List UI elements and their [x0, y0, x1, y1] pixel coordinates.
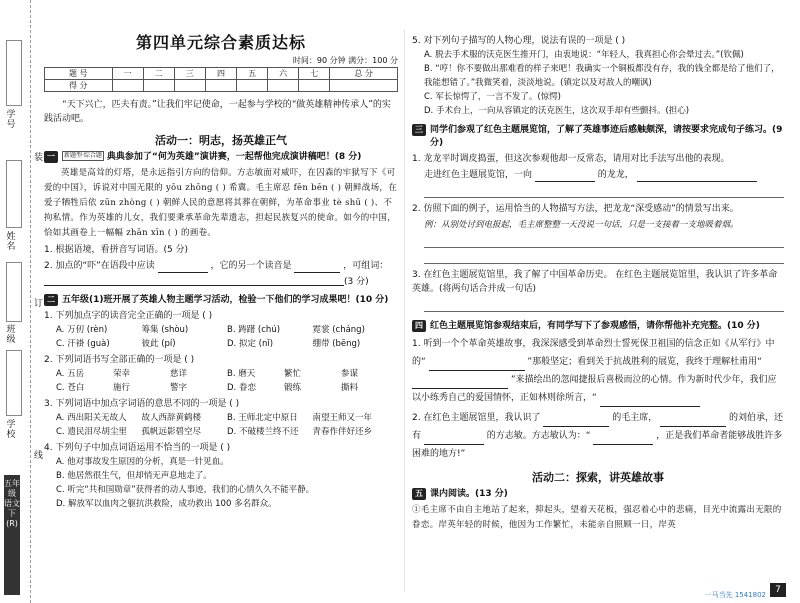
- sentence-question-1: 1. 龙龙平时调皮捣蛋，但这次参观他却一反常态，请用对比手法写出他的表现。: [412, 154, 730, 164]
- grade-badge: 五年级 语文 下(R): [4, 475, 20, 595]
- answer-blank[interactable]: [660, 416, 726, 427]
- section-4-header: [412, 320, 784, 333]
- activity-1-title: 活动一：明志，扬英雄正气: [155, 134, 287, 147]
- student-id-box[interactable]: [6, 40, 22, 106]
- option[interactable]: D. 拟定 (nǐ): [227, 339, 274, 349]
- prompt-text: 走进红色主题展览馆，一向: [424, 170, 533, 180]
- score-input[interactable]: [205, 80, 236, 92]
- score-input[interactable]: [174, 80, 205, 92]
- option[interactable]: C. 汗褂 (guà): [56, 339, 110, 349]
- right-column: [412, 32, 784, 533]
- question-text: ，可组词：: [343, 261, 389, 271]
- answer-blank[interactable]: [294, 262, 340, 273]
- option: 绷带 (bēng): [312, 339, 361, 349]
- question-1: 1. 根据语境，看拼音写词语。(5 分): [44, 245, 189, 255]
- section-title: 课内阅读。(13 分): [430, 489, 508, 499]
- binding-label-school: 学校: [6, 420, 16, 440]
- option: 警字: [170, 383, 188, 393]
- option: 霓裳 (cháng): [312, 325, 365, 335]
- section-number: 二: [44, 294, 58, 306]
- sentence-question-3: 3. 在红色主题展览馆里，我了解了中国革命历史。 在红色主题展览馆里，我认识了许多革命英雄。(将两句话合并成一句话): [412, 270, 778, 294]
- option[interactable]: A. 西出阳关无故人: [56, 413, 127, 423]
- mc-options-4: [44, 455, 398, 511]
- score-cell: 六: [268, 68, 299, 80]
- sentence-question-2: 2. 仿照下面的例子，运用恰当的人物描写方法，把龙龙“深受感动”的情景写出来。: [412, 204, 739, 214]
- option[interactable]: A. 他对事故发生原因的分析，真是一针见血。: [56, 457, 229, 467]
- answer-blank[interactable]: [429, 360, 525, 371]
- activity-2-title: 活动二：探索，讲英雄故事: [532, 471, 664, 484]
- cut-line: [30, 0, 31, 603]
- score-hint: (3 分): [344, 277, 369, 287]
- answer-line[interactable]: [424, 296, 784, 312]
- answer-line[interactable]: [424, 248, 784, 264]
- option[interactable]: D. 手术台上，一向从容镇定的沃克医生，这次双手却有些颤抖。(担心): [424, 106, 690, 116]
- prompt-text: 的方志敏。方志敏认为：“: [486, 431, 591, 441]
- prompt-text: ，正是我们革命者能够战胜许多困难的地方!”: [412, 431, 783, 459]
- section-3-header: [412, 124, 784, 150]
- score-cell: 七: [299, 68, 330, 80]
- section-number: 五: [412, 488, 426, 500]
- sentence-answer-1: [412, 168, 784, 182]
- question-type-tag: 新题型·综合题: [64, 152, 102, 159]
- prompt-text: 的毛主席，: [612, 413, 658, 423]
- score-table: [44, 67, 398, 92]
- option: 南望王师又一年: [312, 413, 373, 423]
- score-table-value-row: [45, 80, 398, 92]
- mc-options-5: [412, 48, 784, 118]
- score-cell: 一: [112, 68, 143, 80]
- score-table-header-row: [45, 68, 398, 80]
- option[interactable]: B. 他居然很生气，但却悄无声息地走了。: [56, 471, 212, 481]
- binding-label-id: 学号: [6, 110, 16, 130]
- score-input[interactable]: [268, 80, 299, 92]
- option: 施行: [113, 383, 131, 393]
- binding-label-name: 姓名: [6, 232, 16, 252]
- score-cell: 题 号: [45, 68, 113, 80]
- prompt-text: 1. 听到一个个革命英雄故事，我深深感受到革命烈士誓死保卫祖国的信念正如《从军行》中的“: [412, 339, 775, 367]
- section-2-header: [44, 294, 398, 307]
- page-number: 7: [770, 583, 786, 597]
- option[interactable]: C. 苍白: [56, 383, 85, 393]
- option: 孤帆远影碧空尽: [141, 427, 202, 437]
- intro-text: “天下兴亡，匹夫有责。”让我们牢记使命，一起参与学校的“做英雄精神传承人”的实践活动吧。: [44, 100, 391, 124]
- score-cell: 得 分: [45, 80, 113, 92]
- mc-question-5: 5. 对下列句子描写的人物心理，说法有误的一项是 ( ): [412, 36, 626, 46]
- score-cell: 总 分: [330, 68, 398, 80]
- section-title: 典典参加了“何为英雄”演讲赛，一起帮他完成演讲稿吧！(8 分): [106, 152, 362, 162]
- option: 青春作伴好还乡: [312, 427, 373, 437]
- prompt-text: 2. 在红色主题展馆里，我认识了: [412, 413, 541, 423]
- mc-question-1: 1. 下列加点字的读音完全正确的一项是 ( ): [44, 311, 213, 321]
- answer-blank[interactable]: [637, 171, 757, 182]
- option[interactable]: C. 听完“共和国勋章”获得者的动人事迹，我们的心情久久不能平静。: [56, 485, 315, 495]
- option: 参谋: [341, 369, 359, 379]
- score-input[interactable]: [143, 80, 174, 92]
- section-title: 同学们参观了红色主题展览馆，了解了英雄事迹后感触颇深，请按要求完成句子练习。(9 分): [430, 125, 783, 148]
- student-name-box[interactable]: [6, 160, 22, 228]
- score-cell: 三: [174, 68, 205, 80]
- option[interactable]: D. 解放军以血肉之躯抗洪救险，成功救出 100 多名群众。: [56, 499, 277, 509]
- section-1-header: [44, 151, 398, 164]
- score-input[interactable]: [330, 80, 398, 92]
- mc-question-3: 3. 下列词语中加点字词语的意思不同的一项是 ( ): [44, 399, 240, 409]
- binding-label-class: 班级: [6, 325, 16, 345]
- option[interactable]: B. 踌躇 (chú): [227, 325, 281, 335]
- score-input[interactable]: [299, 80, 330, 92]
- option: 彼此 (pí): [141, 339, 176, 349]
- section-title: 五年级(1)班开展了英雄人物主题学习活动，检验一下他们的学习成果吧！(10 分): [62, 295, 389, 305]
- left-column: [44, 30, 398, 511]
- watermark-logo: 一马当先 1541802: [704, 591, 766, 599]
- mc-options-2: [44, 367, 398, 395]
- page-title: 第四单元综合素质达标: [135, 33, 306, 52]
- question-text: ，它的另一个读音是: [210, 261, 292, 271]
- answer-line[interactable]: [424, 182, 784, 198]
- prompt-text: ”来描绘出的忽闻捷报后喜极而泣的心情。作为新时代少年，我们应以小练秀自己的爱国情怀，正如林则徐所言，“: [412, 375, 777, 403]
- column-divider: [404, 30, 405, 592]
- option: 繁忙: [284, 369, 302, 379]
- cut-mark-1: 装: [34, 153, 44, 163]
- answer-line[interactable]: [424, 232, 784, 248]
- question-2-line: [44, 275, 398, 289]
- prompt-text: ”那般坚定；看到关于抗战胜利的展览，我终于理解杜甫用“: [527, 357, 762, 367]
- option: 锻练: [284, 383, 302, 393]
- option[interactable]: B. “哼！你不要做出那难看的样子来吧！我确实一个铜板都没有存，我的钱全都是给了他们了，我能想错了。”我微笑着，淡淡地说。(镇定以及对敌人的嘲讽): [424, 64, 780, 88]
- section-number: 三: [412, 124, 426, 136]
- option[interactable]: C. 遗民泪尽胡尘里: [56, 427, 127, 437]
- score-cell: 二: [143, 68, 174, 80]
- section-number: 四: [412, 320, 426, 332]
- question-2: [44, 259, 398, 273]
- binding-strip: [0, 0, 26, 603]
- answer-blank[interactable]: [158, 262, 208, 273]
- fill-question-1: [412, 335, 784, 407]
- answer-blank[interactable]: [535, 171, 595, 182]
- option[interactable]: A. 五岳: [56, 369, 85, 379]
- answer-blank[interactable]: [543, 416, 609, 427]
- exam-meta: 时间：90 分钟 满分：100 分: [292, 56, 398, 65]
- mc-options-1: [44, 323, 398, 351]
- mc-question-2: 2. 下列词语书写全部正确的一项是 ( ): [44, 355, 195, 365]
- option[interactable]: D. 眷恋: [227, 383, 256, 393]
- option[interactable]: B. 磨天: [227, 369, 256, 379]
- school-box[interactable]: [6, 350, 22, 416]
- example-sentence: 例：从别处讨到电报起，毛主席整整一天没说一句话，只是一支接着一支地吸着烟。: [424, 220, 739, 230]
- cut-mark-2: 订: [34, 299, 44, 309]
- option: 荣幸: [113, 369, 131, 379]
- passage-text: 英雄是高耸的灯塔，是永远指引方向的信仰。方志敏面对威吓，在囚森的牢狱写下《可爱的中国》，诉说对中国无限的 yōu zhōng ( ) 希冀。毛主席忍 fēn bēn ( ) 朝鲜战场，在爱子牺牲后依 zūn zhòng ( ) 朝鲜人民的意愿将其葬在朝鲜，为革命事业 tè shū ( )、不拘私情。作为英雄的儿女，我们要秉承革命先辈遗志，担起民族复兴的使命。如今的中国，恰如其画卷上一幅幅 zhān xīn ( ) 的画卷。: [44, 168, 398, 238]
- section-number: 一: [44, 151, 58, 163]
- section-5-header: [412, 488, 784, 501]
- score-cell: 四: [205, 68, 236, 80]
- option[interactable]: D. 不破楼兰终不还: [227, 427, 299, 437]
- option[interactable]: C. 军长惊愕了，一言不发了。(惊愕): [424, 92, 561, 102]
- answer-blank[interactable]: [600, 396, 700, 407]
- score-input[interactable]: [112, 80, 143, 92]
- prompt-text: 的龙龙，: [597, 170, 634, 180]
- mc-question-4: 4. 下列句子中加点词语运用不恰当的一项是 ( ): [44, 443, 231, 453]
- prompt-text: 的刘伯承，还有: [412, 413, 783, 441]
- section-title: 红色主题展览馆参观结束后，有同学写下了参观感悟，请你帮他补充完整。(10 分): [430, 321, 760, 331]
- fill-question-2: [412, 409, 784, 463]
- option: 慈详: [170, 369, 188, 379]
- mc-options-3: [44, 411, 398, 439]
- cut-mark-3: 线: [34, 451, 44, 461]
- option: 筹集 (shòu): [141, 325, 189, 335]
- option[interactable]: A. 万仞 (rèn): [56, 325, 108, 335]
- option[interactable]: B. 王师北定中原日: [227, 413, 298, 423]
- reading-passage: ①毛主席不由自主地站了起来，抑起头，望着天花板，强忍着心中的悲痛，目光中流露出无限的眷恋。岸英年轻的时候，他因为工作繁忙，未能亲自照顾一日，岸英: [412, 505, 782, 530]
- option[interactable]: A. 脱去手术服的沃克医生推开门，由衷地说：“年轻人，我真担心你会晕过去。”(钦佩): [424, 50, 744, 60]
- answer-blank[interactable]: [412, 378, 508, 389]
- answer-blank[interactable]: [593, 434, 653, 445]
- question-text: 2. 加点的“吓”在语段中应读: [44, 261, 155, 271]
- score-input[interactable]: [237, 80, 268, 92]
- answer-blank[interactable]: [44, 275, 344, 286]
- answer-blank[interactable]: [424, 434, 484, 445]
- option: 故人西辞黄鹤楼: [141, 413, 202, 423]
- option: 撕料: [341, 383, 359, 393]
- score-cell: 五: [237, 68, 268, 80]
- class-box[interactable]: [6, 262, 22, 322]
